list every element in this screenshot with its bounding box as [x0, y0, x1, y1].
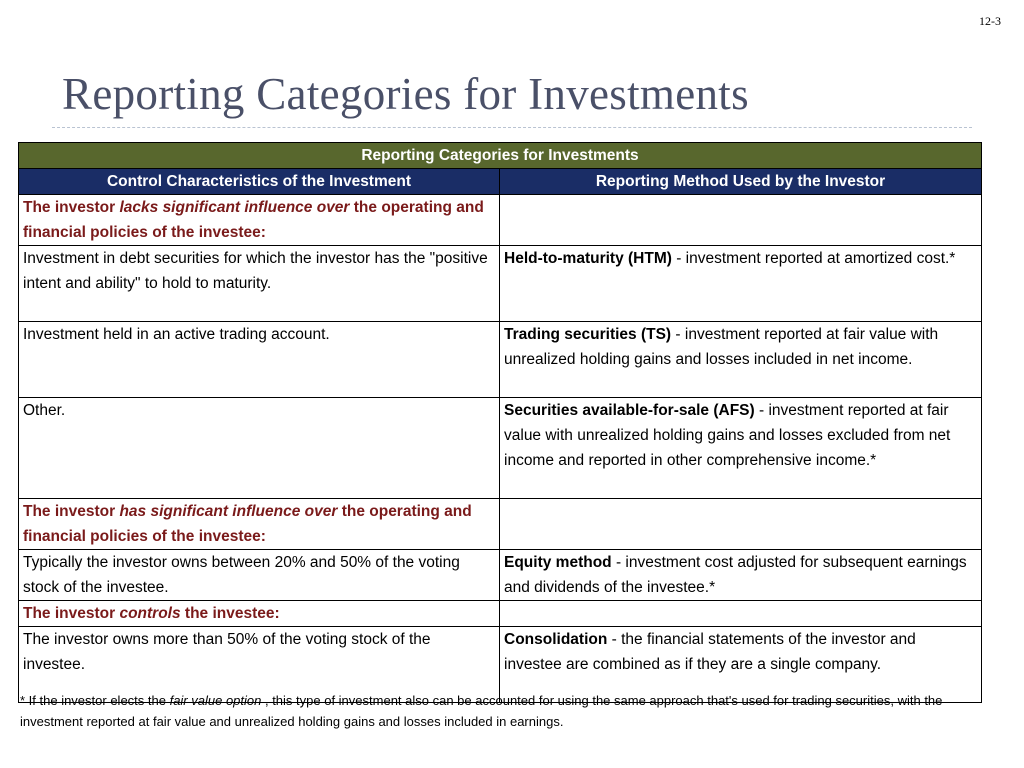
control-characteristic: The investor owns more than 50% of the voting stock of the investee.: [19, 627, 500, 703]
table-banner: Reporting Categories for Investments: [19, 143, 982, 169]
method-name: Trading securities (TS): [504, 326, 672, 343]
empty-cell: [500, 601, 982, 627]
method-name: Consolidation: [504, 631, 608, 648]
category-row-lacks-influence: [19, 195, 982, 246]
empty-cell: [500, 499, 982, 550]
control-characteristic: Typically the investor owns between 20% and 50% of the voting stock of the investee.: [19, 550, 500, 601]
method-description: - investment reported at fair value with unrealized holding gains and losses included in net income.: [504, 326, 939, 368]
footnote: * If the investor elects the fair value option , this type of investment also can be accounted for using the same approach that's used for trading securities, with the investment reported at fair value and unrealized holding gains and losses included in earnings.: [20, 693, 943, 729]
method-name: Equity method: [504, 554, 612, 571]
title-divider: [52, 127, 972, 128]
control-characteristic: Investment in debt securities for which the investor has the "positive intent and ability" to hold to maturity.: [19, 246, 500, 322]
category-label: The investor has significant influence over the operating and financial policies of the investee:: [19, 499, 500, 550]
method-description: - the financial statements of the investor and investee are combined as if they are a single company.: [504, 631, 916, 673]
table-header-row: [19, 169, 982, 195]
method-description: - investment cost adjusted for subsequent earnings and dividends of the investee.*: [504, 554, 967, 596]
reporting-method: [500, 246, 982, 322]
reporting-method: [500, 398, 982, 499]
control-characteristic: Investment held in an active trading account.: [19, 322, 500, 398]
method-description: - investment reported at fair value with unrealized holding gains and losses excluded from net income and reported in other comprehensive income.*: [504, 402, 951, 469]
table-row-ts: [19, 322, 982, 398]
empty-cell: [500, 195, 982, 246]
table-row-afs: [19, 398, 982, 499]
table-row-equity: [19, 550, 982, 601]
table-row-htm: [19, 246, 982, 322]
method-name: Securities available-for-sale (AFS): [504, 402, 755, 419]
category-row-has-influence: [19, 499, 982, 550]
control-characteristic: Other.: [19, 398, 500, 499]
reporting-method: [500, 322, 982, 398]
col-header-control: Control Characteristics of the Investment: [19, 169, 500, 195]
reporting-method: [500, 550, 982, 601]
page-title: Reporting Categories for Investments: [62, 69, 749, 119]
slide-number: 12-3: [979, 14, 1001, 28]
method-description: - investment reported at amortized cost.*: [671, 250, 956, 267]
table-banner-row: [19, 143, 982, 169]
category-label: The investor lacks significant influence over the operating and financial policies of the investee:: [19, 195, 500, 246]
reporting-categories-table: [18, 142, 982, 703]
category-row-controls: [19, 601, 982, 627]
method-name: Held-to-maturity (HTM): [504, 250, 672, 267]
col-header-method: Reporting Method Used by the Investor: [500, 169, 982, 195]
category-label: The investor controls the investee:: [19, 601, 500, 627]
